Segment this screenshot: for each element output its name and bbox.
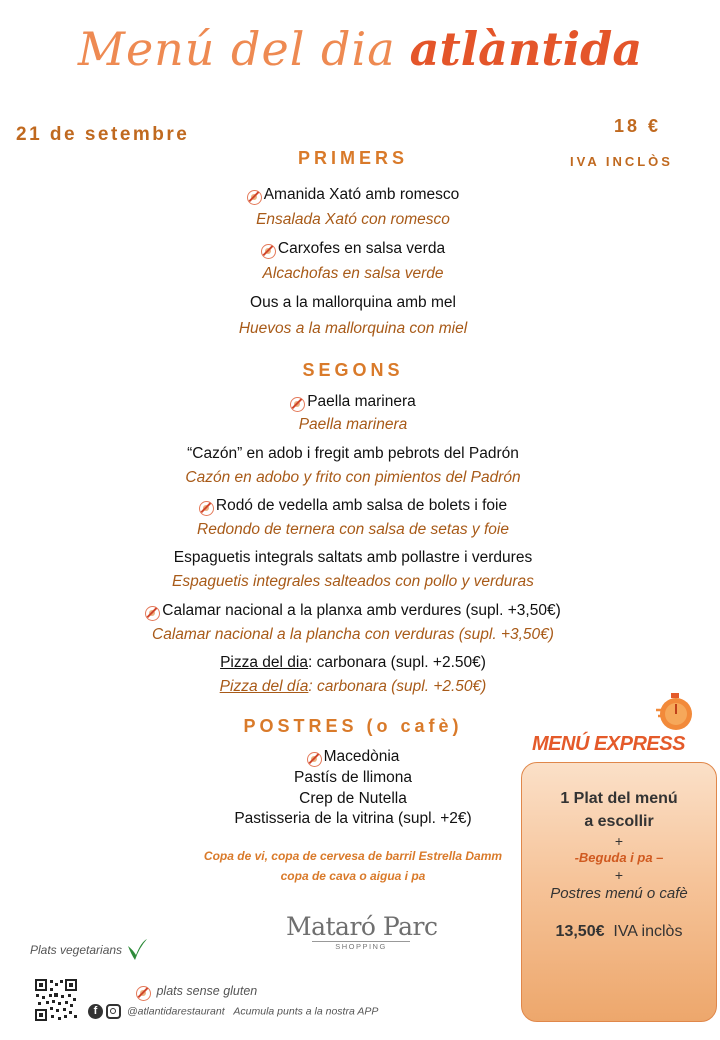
- gluten-free-icon: [136, 986, 151, 1001]
- title-main: Menú del dia: [77, 22, 396, 76]
- title-brand: atlàntida: [409, 22, 643, 76]
- dish-spanish: Espaguetis integrales salteados con pollo y verduras: [172, 573, 534, 590]
- menu-price: 18 €: [614, 116, 662, 136]
- vat-note: IVA INCLÒS: [570, 154, 673, 169]
- facebook-icon[interactable]: f: [88, 1004, 103, 1019]
- clock-icon: [655, 692, 695, 732]
- dish-spanish: Calamar nacional a la plancha con verduras (supl. +3,50€): [152, 626, 554, 643]
- gluten-free-icon: [247, 190, 262, 205]
- express-line-2: a escollir: [584, 813, 654, 830]
- sponsor-name: Mataró Parc: [286, 912, 438, 941]
- section-title-postres: POSTRES (o cafè): [243, 716, 463, 736]
- dessert-item: Macedònia: [0, 748, 706, 767]
- qr-code-icon[interactable]: [34, 978, 78, 1022]
- dessert-item: Crep de Nutella: [299, 790, 407, 807]
- vegetarian-legend: Plats vegetarians: [30, 936, 149, 962]
- dish-spanish: Huevos a la mallorquina con miel: [238, 320, 468, 337]
- dish-catalan: “Cazón” en adob i fregit amb pebrots del Padrón: [187, 445, 519, 462]
- dish-spanish: Redondo de ternera con salsa de setas y foie: [197, 521, 509, 538]
- gluten-free-icon: [261, 244, 276, 259]
- dish-spanish: Paella marinera: [298, 416, 408, 433]
- dish-catalan: Rodó de vedella amb salsa de bolets i foie: [0, 497, 706, 516]
- express-line-1: 1 Plat del menú: [560, 790, 678, 807]
- express-dessert: Postres menú o cafè: [550, 885, 688, 902]
- express-plus: +: [614, 833, 624, 849]
- express-title: MENÚ EXPRESS: [532, 733, 685, 755]
- instagram-icon[interactable]: [106, 1004, 121, 1019]
- dessert-item: Pastisseria de la vitrina (supl. +2€): [234, 810, 472, 827]
- express-vat: IVA inclòs: [613, 923, 683, 940]
- express-drink: -Beguda i pa –: [574, 850, 664, 865]
- express-menu-box: [521, 762, 717, 1022]
- dish-spanish: Cazón en adobo y frito con pimientos del Padrón: [185, 469, 521, 486]
- gluten-free-legend: plats sense gluten: [136, 984, 257, 1001]
- section-title-segons: SEGONS: [302, 360, 404, 380]
- menu-date: 21 de setembre: [16, 124, 190, 145]
- app-note: Acumula punts a la nostra APP: [233, 1005, 379, 1018]
- dish-spanish: Alcachofas en salsa verde: [262, 265, 444, 282]
- express-price-line: [522, 923, 716, 941]
- dish-catalan: Espaguetis integrals saltats amb pollastre i verdures: [173, 549, 533, 566]
- drinks-line-2: copa de cava o aigua i pa: [280, 869, 426, 883]
- dessert-item: Pastís de llimona: [293, 769, 413, 786]
- dish-catalan: Calamar nacional a la planxa amb verdures (supl. +3,50€): [0, 602, 706, 621]
- vegetarian-leaf-icon: [125, 936, 149, 962]
- dish-catalan: Carxofes en salsa verda: [0, 240, 706, 259]
- pizza-catalan: Pizza del dia: carbonara (supl. +2.50€): [220, 654, 486, 671]
- dish-catalan: Ous a la mallorquina amb mel: [250, 294, 456, 311]
- pizza-spanish: Pizza del día: carbonara (supl. +2.50€): [219, 678, 487, 695]
- gluten-free-icon: [290, 397, 305, 412]
- gluten-free-icon: [145, 606, 160, 621]
- social-bar: [88, 1004, 378, 1019]
- express-plus: +: [614, 867, 624, 883]
- dish-spanish: Ensalada Xató con romesco: [256, 211, 450, 228]
- gluten-free-icon: [307, 752, 322, 767]
- page-title: [0, 22, 720, 76]
- express-price: 13,50€: [555, 923, 605, 940]
- section-title-primers: PRIMERS: [297, 148, 408, 168]
- dish-catalan: Paella marinera: [0, 393, 706, 412]
- social-handle[interactable]: @atlantidarestaurant: [127, 1005, 225, 1018]
- drinks-line-1: Copa de vi, copa de cervesa de barril Estrella Damm: [203, 849, 503, 863]
- gluten-free-icon: [199, 501, 214, 516]
- sponsor-sub: SHOPPING: [312, 941, 410, 951]
- dish-catalan: Amanida Xató amb romesco: [0, 186, 706, 205]
- sponsor-logo: [286, 912, 436, 951]
